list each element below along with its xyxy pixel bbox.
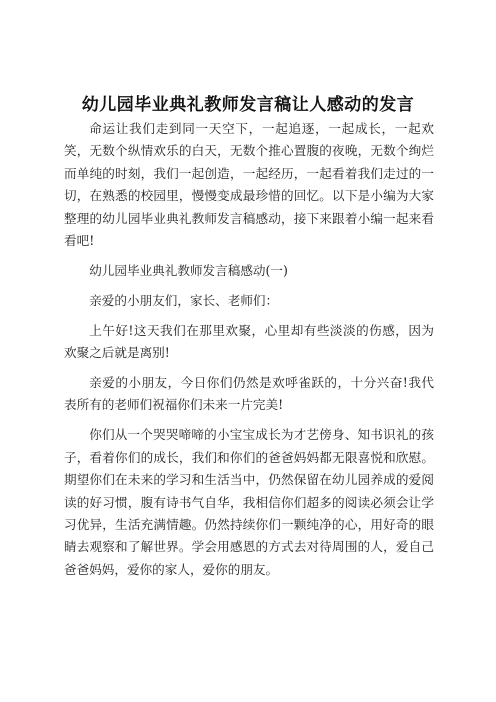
document-body bbox=[64, 118, 434, 589]
growth-paragraph: 你们从一个哭哭啼啼的小宝宝成长为才艺傍身、知书识礼的孩子，看着你们的成长，我们和你们的爸爸妈妈都无限喜悦和欣慰。期望你们在未来的学习和生活当中，仍然保留在幼儿园养成的爱阅读的好习惯，腹有诗书气自华，我相信你们超多的阅读必须会让学习优异，生活充满情趣。仍然持续你们一颗纯净的心，用好奇的眼睛去观察和了解世界。学会用感恩的方式去对待周围的人，爱自己爸爸妈妈，爱你的家人，爱你的朋友。 bbox=[64, 427, 434, 577]
document-title: 幼儿园毕业典礼教师发言稿让人感动的发言 bbox=[81, 95, 415, 115]
intro-paragraph: 命运让我们走到同一天空下，一起追逐，一起成长，一起欢笑，无数个纵情欢乐的白天，无数个推心置腹的夜晚，无数个绚烂而单纯的时刻，我们一起创造，一起经历，一起看着我们走过的一切，在熟悉的校园里，慢慢变成最珍惜的回忆。以下是小编为大家整理的幼儿园毕业典礼教师发言稿感动，接下来跟着小编一起来看看吧! bbox=[64, 121, 434, 249]
salutation-paragraph: 亲爱的小朋友们，家长、老师们： bbox=[89, 292, 279, 308]
blessing-paragraph: 亲爱的小朋友，今日你们仍然是欢呼雀跃的，十分兴奋!我代表所有的老师们祝福你们未来一片完美! bbox=[64, 375, 434, 413]
section-heading: 幼儿园毕业典礼教师发言稿感动(一) bbox=[89, 262, 288, 278]
greeting-paragraph: 上午好!这天我们在那里欢聚，心里却有些淡淡的伤感，因为欢聚之后就是离别! bbox=[64, 322, 434, 361]
